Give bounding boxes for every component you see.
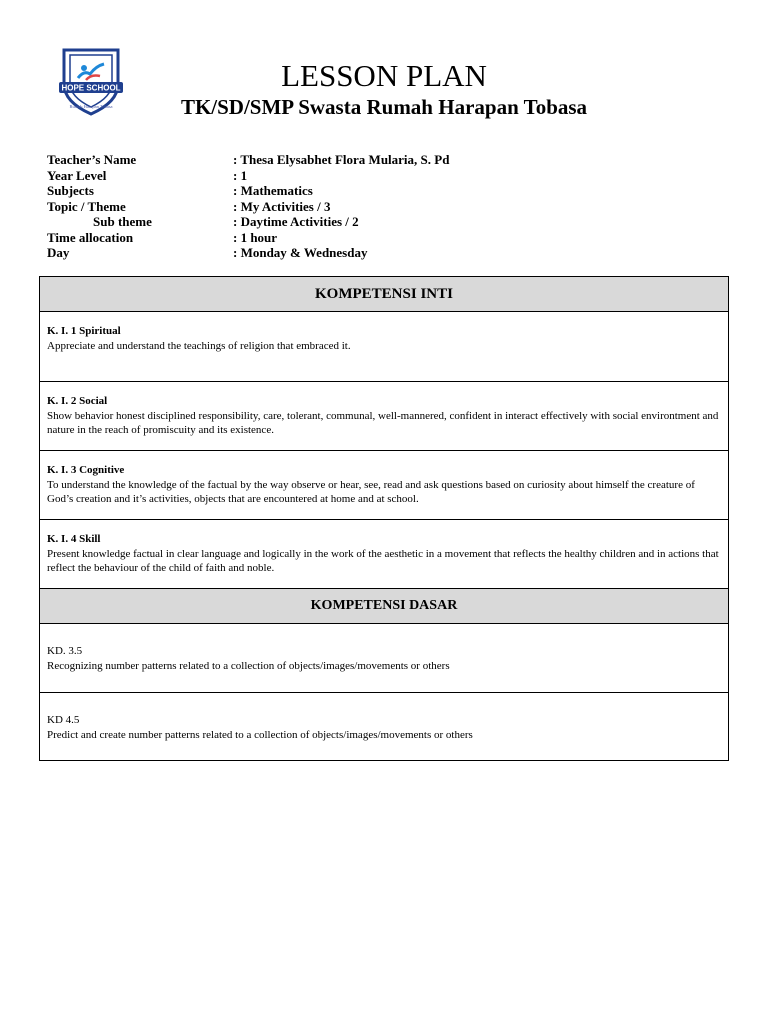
info-row-time bbox=[47, 230, 449, 246]
page-title: LESSON PLAN bbox=[281, 58, 487, 93]
ki-title: K. I. 4 Skill bbox=[47, 533, 101, 545]
ki-title: K. I. 1 Spiritual bbox=[47, 325, 121, 337]
kompetensi-dasar-heading: KOMPETENSI DASAR bbox=[40, 588, 728, 624]
info-value: : Thesa Elysabhet Flora Mularia, S. Pd bbox=[233, 152, 450, 167]
info-value: : My Activities / 3 bbox=[233, 198, 331, 214]
kd-text: Recognizing number patterns related to a collection of objects/images/movements or others bbox=[47, 659, 450, 672]
info-row-subjects bbox=[47, 183, 449, 199]
info-label: Topic / Theme bbox=[47, 198, 126, 214]
kd-4-5-cell bbox=[40, 693, 728, 760]
info-value: : Monday & Wednesday bbox=[233, 245, 368, 260]
ki-4-cell bbox=[40, 520, 728, 588]
info-row-year-level bbox=[47, 168, 449, 184]
ki-3-cell bbox=[40, 451, 728, 520]
kompetensi-inti-heading: KOMPETENSI INTI bbox=[40, 277, 728, 312]
info-label: Sub theme bbox=[93, 214, 152, 229]
ki-text: Show behavior honest disciplined responsibility, care, tolerant, communal, well-mannered, confident in interact effectively with social environtment and nature in the reach of promiscuity and its existence. bbox=[47, 409, 719, 436]
ki-1-cell bbox=[40, 312, 728, 382]
logo-text: HOPE SCHOOL bbox=[61, 83, 121, 93]
logo-caption: Rumah Harapan Tobasa bbox=[69, 104, 113, 109]
ki-2-cell bbox=[40, 382, 728, 451]
page-subtitle: TK/SD/SMP Swasta Rumah Harapan Tobasa bbox=[180, 95, 588, 119]
info-row-teacher bbox=[47, 152, 449, 168]
kd-text: Predict and create number patterns related to a collection of objects/images/movements or others bbox=[47, 728, 473, 741]
ki-text: Appreciate and understand the teachings of religion that embraced it. bbox=[47, 339, 351, 352]
info-row-day bbox=[47, 245, 449, 261]
lesson-info bbox=[47, 152, 449, 261]
info-label: Time allocation bbox=[47, 229, 134, 245]
kd-3-5-cell bbox=[40, 624, 728, 693]
info-label: Teacher’s Name bbox=[47, 152, 137, 167]
info-value: : Daytime Activities / 2 bbox=[233, 214, 359, 229]
ki-title: K. I. 2 Social bbox=[47, 395, 108, 407]
info-label: Subjects bbox=[47, 183, 94, 198]
info-value: : 1 hour bbox=[233, 229, 278, 245]
ki-text: To understand the knowledge of the factual by the way observe or hear, see, read and ask questions based on curiosity about himself the creature of God’s creation and it’s activities, objects that are encountered at home and at school. bbox=[47, 478, 695, 505]
ki-title: K. I. 3 Cognitive bbox=[47, 464, 125, 476]
info-row-topic bbox=[47, 199, 449, 215]
kd-title: KD 4.5 bbox=[47, 714, 80, 726]
info-label: Day bbox=[47, 245, 70, 260]
info-label: Year Level bbox=[47, 167, 107, 183]
info-value: : 1 bbox=[233, 167, 248, 183]
competency-table bbox=[39, 276, 729, 761]
ki-text: Present knowledge factual in clear language and logically in the work of the aesthetic in a movement that reflects the healthy children and in actions that reflect the behaviour of the child of faith and noble. bbox=[47, 547, 719, 574]
info-row-sub-theme bbox=[47, 214, 449, 230]
info-value: : Mathematics bbox=[233, 183, 313, 198]
kd-title: KD. 3.5 bbox=[47, 645, 83, 657]
